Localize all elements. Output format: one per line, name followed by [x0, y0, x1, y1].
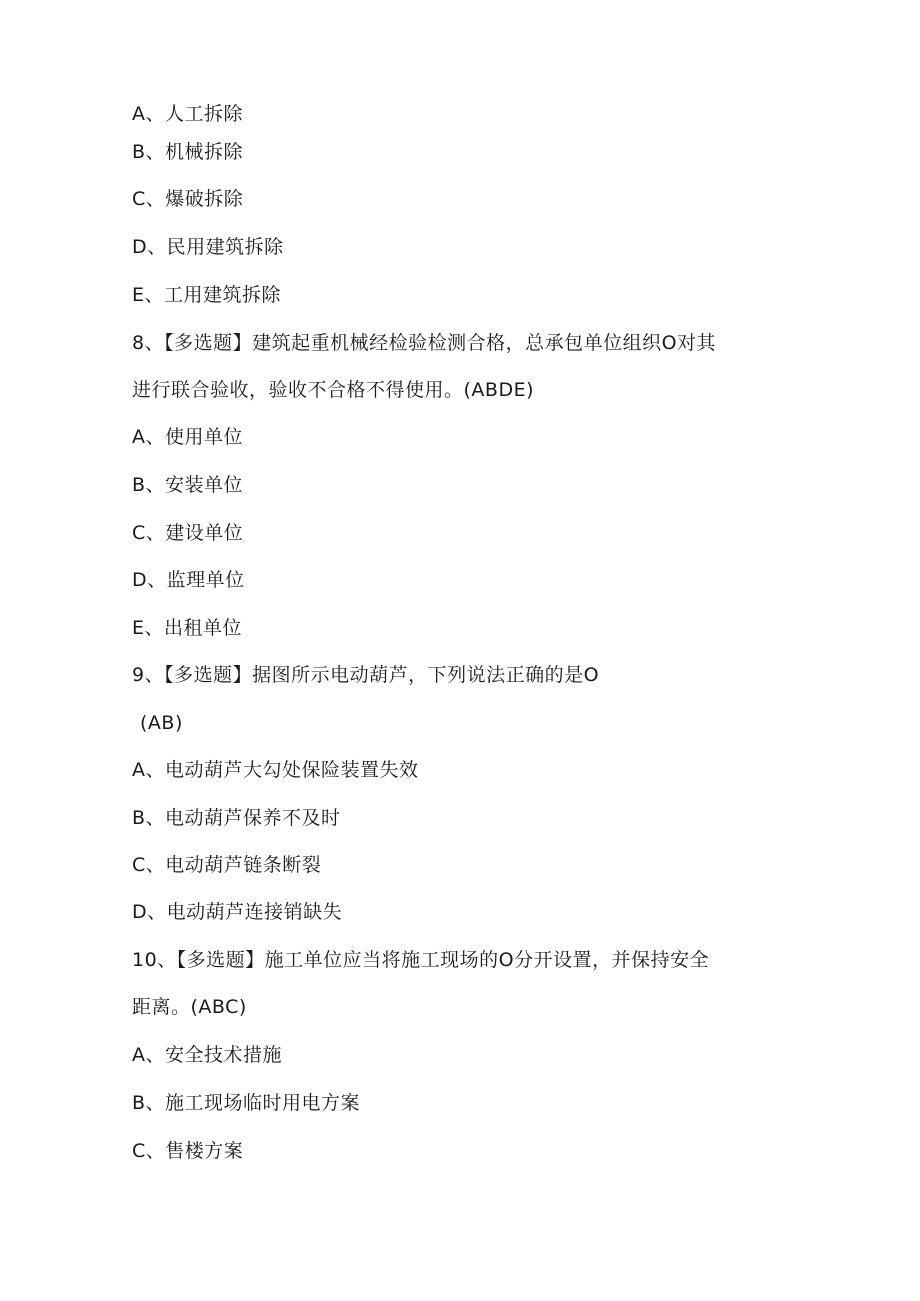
q8-question-line2: 进行联合验收，验收不合格不得使用。(ABDE) [132, 379, 534, 401]
q8-option-d: D、监理单位 [132, 569, 245, 591]
q7-option-c: C、爆破拆除 [132, 188, 244, 210]
q10-option-a: A、安全技术措施 [132, 1044, 282, 1066]
q7-option-a: A、人工拆除 [132, 103, 243, 125]
q7-option-d: D、民用建筑拆除 [132, 236, 284, 258]
q8-option-b: B、安装单位 [132, 474, 244, 496]
q7-option-b: B、机械拆除 [132, 141, 244, 163]
q8-option-a: A、使用单位 [132, 426, 243, 448]
q8-option-e: E、出租单位 [132, 617, 243, 639]
q9-option-a: A、电动葫芦大勾处保险装置失效 [132, 759, 419, 781]
q9-answer: (AB) [140, 712, 183, 734]
q10-question-line1: 10、【多选题】施工单位应当将施工现场的O分开设置，并保持安全 [132, 949, 710, 971]
q7-option-e: E、工用建筑拆除 [132, 284, 282, 306]
q8-question-line1: 8、【多选题】建筑起重机械经检验检测合格，总承包单位组织O对其 [132, 332, 717, 354]
q9-option-d: D、电动葫芦连接销缺失 [132, 901, 343, 923]
q9-option-b: B、电动葫芦保养不及时 [132, 807, 341, 829]
q9-option-c: C、电动葫芦链条断裂 [132, 854, 322, 876]
q10-option-b: B、施工现场临时用电方案 [132, 1092, 361, 1114]
q10-question-line2: 距离。(ABC) [132, 996, 247, 1018]
q10-option-c: C、售楼方案 [132, 1140, 244, 1162]
q9-question-line1: 9、【多选题】据图所示电动葫芦，下列说法正确的是O [132, 664, 600, 686]
q8-option-c: C、建设单位 [132, 522, 244, 544]
